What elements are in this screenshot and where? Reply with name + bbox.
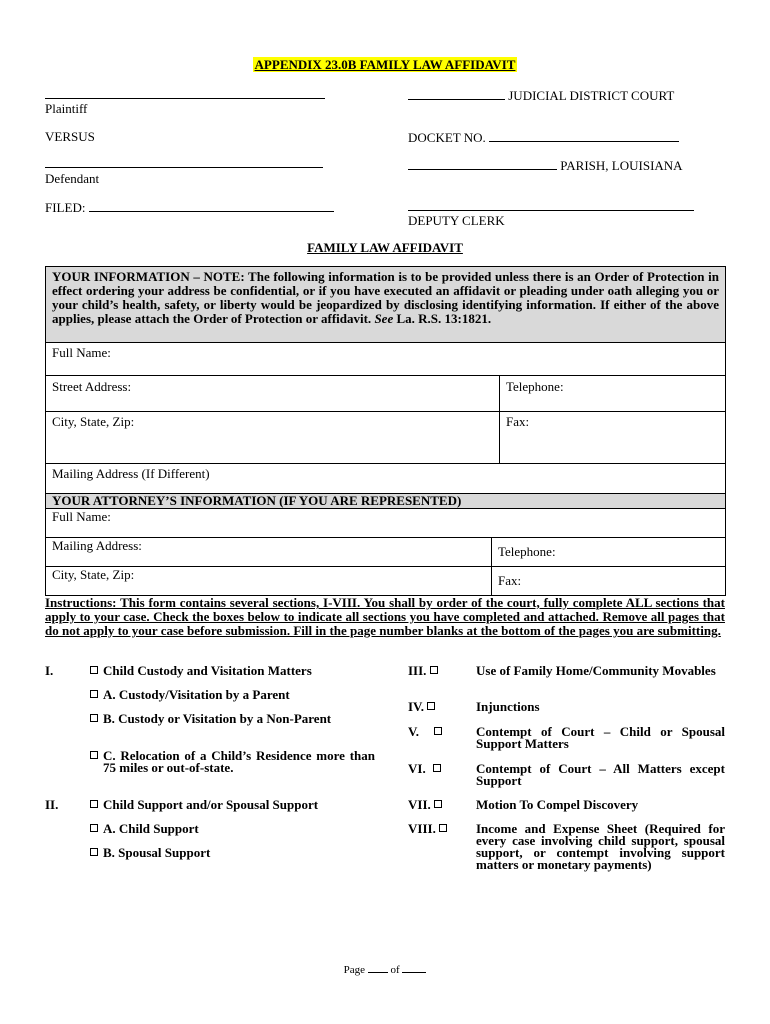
section-ii-b-checkbox[interactable] <box>90 848 98 856</box>
your-information-notice: YOUR INFORMATION – NOTE: The following information is to be provided unless there is an Order of Protection in effect ordering your address be confidential, or if you have executed an affidavit or pleading under oath alleging you or your child’s health, safety, or liberty would be jeopardized by disclosing identifying information. If either of the above applies, please attach the Order of Protection or affidavit. See La. R.S. 13:1821. <box>46 267 725 343</box>
section-vi-checkbox[interactable] <box>433 764 441 772</box>
information-form <box>45 266 726 596</box>
section-iv-checkbox[interactable] <box>427 702 435 710</box>
attorney-full-name-label: Full Name: <box>52 509 111 524</box>
filed-field <box>45 199 334 216</box>
attorney-mailing-row[interactable] <box>46 538 725 567</box>
parish-label: PARISH, LOUISIANA <box>560 158 683 173</box>
section-ii-number: II. <box>45 797 59 812</box>
attorney-fax-label: Fax: <box>498 573 522 588</box>
parish-blank[interactable] <box>408 157 557 170</box>
defendant-line[interactable] <box>45 157 323 168</box>
section-vii-label: Motion To Compel Discovery <box>476 797 639 812</box>
section-v-checkbox[interactable] <box>434 727 442 735</box>
filed-blank[interactable] <box>89 199 334 212</box>
defendant-label: Defendant <box>45 171 100 186</box>
column-divider <box>499 376 500 464</box>
affidavit-subtitle: FAMILY LAW AFFIDAVIT <box>307 240 463 255</box>
section-iii-label: Use of Family Home/Community Movables <box>476 663 716 678</box>
fax-label: Fax: <box>506 414 530 429</box>
attorney-city-row[interactable] <box>46 567 725 595</box>
plaintiff-line[interactable] <box>45 88 325 99</box>
section-iv-label: Injunctions <box>476 699 540 714</box>
section-viii-label: Income and Expense Sheet (Required for every case involving child support, spousal support, or contempt involving support matters or monetary payments) <box>476 821 725 872</box>
docket-blank[interactable] <box>489 129 679 142</box>
section-vi-number: VI. <box>408 763 446 775</box>
section-v-number: V. <box>408 726 447 738</box>
section-viii-number: VIII. <box>408 823 452 835</box>
court-field <box>408 87 674 104</box>
section-ii-a-label: A. Child Support <box>103 821 199 836</box>
city-state-zip-row[interactable] <box>46 412 725 464</box>
telephone-label: Telephone: <box>506 379 564 394</box>
section-i-b-label: B. Custody or Visitation by a Non-Parent <box>103 711 332 726</box>
mailing-address-label: Mailing Address (If Different) <box>52 466 210 481</box>
attorney-mailing-label: Mailing Address: <box>52 538 142 553</box>
section-i-b-checkbox[interactable] <box>90 714 98 722</box>
court-label: JUDICIAL DISTRICT COURT <box>508 88 675 103</box>
section-i-a-label: A. Custody/Visitation by a Parent <box>103 687 290 702</box>
section-i-c-item[interactable] <box>90 750 375 774</box>
docket-field <box>408 129 679 146</box>
versus-label: VERSUS <box>45 129 95 144</box>
section-ii-b-label: B. Spousal Support <box>103 845 211 860</box>
docket-label: DOCKET NO. <box>408 130 486 145</box>
section-vi-label: Contempt of Court – All Matters except Support <box>476 761 725 788</box>
full-name-label: Full Name: <box>52 345 111 360</box>
section-i-a-item[interactable] <box>90 689 370 701</box>
of-label: of <box>390 964 400 976</box>
section-ii-a-checkbox[interactable] <box>90 824 98 832</box>
page-number-blank[interactable] <box>368 963 388 973</box>
attorney-heading: YOUR ATTORNEY’S INFORMATION (IF YOU ARE REPRESENTED) <box>46 494 725 508</box>
street-address-row[interactable] <box>46 376 725 412</box>
deputy-clerk-line[interactable] <box>408 200 694 211</box>
section-i-c-label: C. Relocation of a Child’s Residence more than 75 miles or out-of-state. <box>103 748 375 775</box>
section-ii-checkbox[interactable] <box>90 800 98 808</box>
section-i-c-checkbox[interactable] <box>90 751 98 759</box>
section-iv-number: IV. <box>408 701 440 713</box>
mailing-address-row[interactable] <box>46 464 725 494</box>
section-ii-b-item[interactable] <box>90 847 370 859</box>
plaintiff-label: Plaintiff <box>45 101 88 116</box>
section-i-checkbox[interactable] <box>90 666 98 674</box>
section-ii-a-item[interactable] <box>90 823 370 835</box>
section-ii-label: Child Support and/or Spousal Support <box>103 797 319 812</box>
section-iii-checkbox[interactable] <box>430 666 438 674</box>
page-label: Page <box>343 964 365 976</box>
section-viii-checkbox[interactable] <box>439 824 447 832</box>
section-i-label: Child Custody and Visitation Matters <box>103 663 312 678</box>
city-state-zip-label: City, State, Zip: <box>52 414 135 429</box>
district-blank[interactable] <box>408 87 505 100</box>
full-name-row[interactable] <box>46 343 725 376</box>
filed-label: FILED: <box>45 200 86 215</box>
parish-field <box>408 157 683 174</box>
section-i-b-item[interactable] <box>90 713 375 725</box>
section-vii-checkbox[interactable] <box>434 800 442 808</box>
instructions: Instructions: This form contains several sections, I-VIII. You shall by order of the court, fully complete ALL sections that apply to your case. Check the boxes below to indicate all sections you have completed and attached. Remove all pages that do not apply to your case before submission. Fill in the page number blanks at the bottom of the pages you are submitting. <box>45 595 725 638</box>
section-i-a-checkbox[interactable] <box>90 690 98 698</box>
section-v-label: Contempt of Court – Child or Spousal Support Matters <box>476 724 725 751</box>
attorney-column-divider <box>491 538 492 595</box>
attorney-city-label: City, State, Zip: <box>52 567 135 582</box>
section-iii-number: III. <box>408 665 443 677</box>
deputy-clerk-label: DEPUTY CLERK <box>408 213 505 228</box>
street-address-label: Street Address: <box>52 379 132 394</box>
section-i-number: I. <box>45 663 54 678</box>
page-footer <box>0 963 770 976</box>
section-i-item[interactable] <box>90 665 370 677</box>
document-title: APPENDIX 23.0B FAMILY LAW AFFIDAVIT <box>254 57 516 72</box>
section-vii-number: VII. <box>408 799 447 811</box>
attorney-full-name-row[interactable] <box>46 508 725 538</box>
page-total-blank[interactable] <box>402 963 426 973</box>
attorney-telephone-label: Telephone: <box>498 544 556 559</box>
section-ii-item[interactable] <box>90 799 380 811</box>
